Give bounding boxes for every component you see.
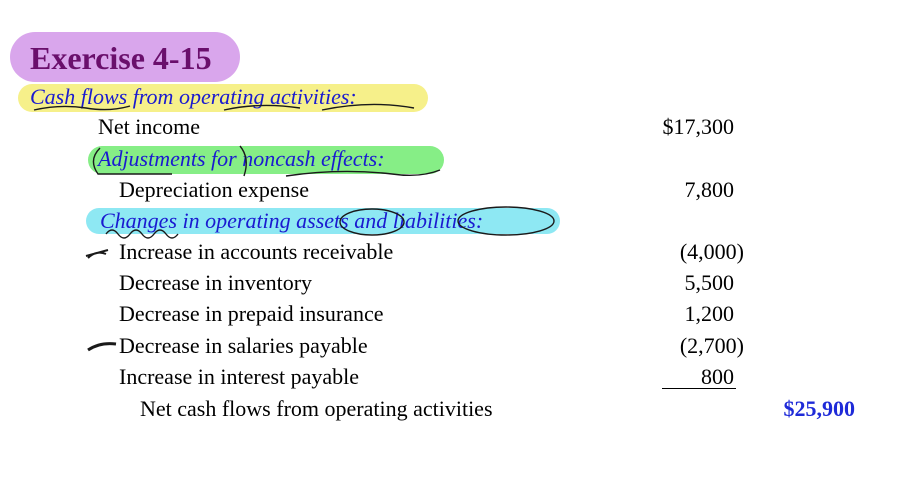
change-row-label: Decrease in salaries payable — [119, 333, 368, 358]
ink-mark-salaries — [88, 344, 116, 350]
change-row-amount: 800 — [701, 364, 734, 389]
change-row-label: Increase in accounts receivable — [119, 239, 394, 264]
section-heading: Cash flows from operating activities: — [30, 84, 357, 109]
depreciation-label: Depreciation expense — [119, 177, 309, 202]
change-row-amount: 1,200 — [684, 301, 734, 326]
net-cash-amount: $25,900 — [783, 396, 855, 421]
depreciation-amount: 7,800 — [684, 177, 734, 202]
change-row-label: Decrease in inventory — [119, 270, 313, 295]
net-income-label: Net income — [98, 114, 201, 139]
change-row-label: Increase in interest payable — [119, 364, 360, 389]
page-title: Exercise 4-15 — [30, 40, 212, 76]
change-row-label: Decrease in prepaid insurance — [119, 301, 384, 326]
adjustments-heading: Adjustments for noncash effects: — [98, 146, 385, 171]
change-row-amount: 5,500 — [684, 270, 734, 295]
net-income-amount: $17,300 — [662, 114, 734, 139]
net-cash-label: Net cash flows from operating activities — [140, 396, 493, 421]
changes-heading: Changes in operating assets and liabilities: — [100, 208, 484, 233]
change-row-amount: (2,700) — [679, 333, 744, 358]
change-row-amount: (4,000) — [679, 239, 744, 264]
subtotal-underline — [662, 388, 736, 389]
ink-mark-receivable — [86, 250, 108, 258]
